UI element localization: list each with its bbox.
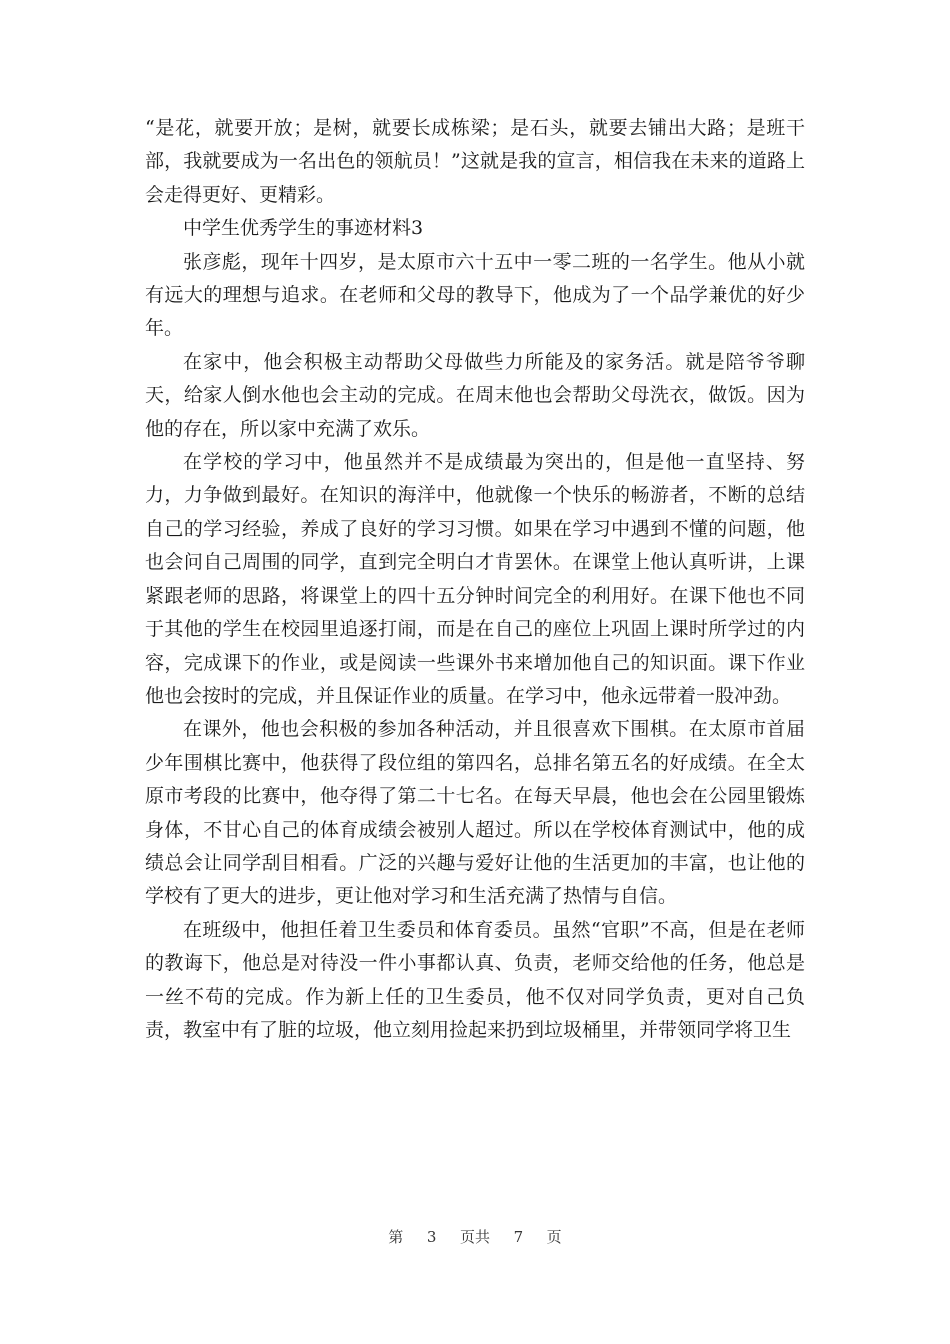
footer-current-page: 3 <box>426 1228 437 1246</box>
footer-middle: 页共 <box>459 1228 490 1246</box>
page-footer <box>0 1226 950 1247</box>
footer-suffix: 页 <box>546 1228 562 1246</box>
section-heading: 中学生优秀学生的事迹材料3 <box>183 217 424 240</box>
paragraph-4: 在家中，他会积极主动帮助父母做些力所能及的家务活。就是陪爷爷聊天，给家人倒水他也会主动的完成。在周末他也会帮助父母洗衣，做饭。因为他的存在，所以家中充满了欢乐。 <box>145 350 805 440</box>
footer-prefix: 第 <box>388 1228 404 1246</box>
paragraph-3: 张彦彪，现年十四岁，是太原市六十五中一零二班的一名学生。他从小就有远大的理想与追求。在老师和父母的教导下，他成为了一个品学兼优的好少年。 <box>145 250 805 340</box>
paragraph-6: 在课外，他也会积极的参加各种活动，并且很喜欢下围棋。在太原市首届少年围棋比赛中，他获得了段位组的第四名，总排名第五名的好成绩。在全太原市考段的比赛中，他夺得了第二十七名。在每天早晨，他也会在公园里锻炼身体，不甘心自己的体育成绩会被别人超过。所以在学校体育测试中，他的成绩总会让同学刮目相看。广泛的兴趣与爱好让他的生活更加的丰富，也让他的学校有了更大的进步，更让他对学习和生活充满了热情与自信。 <box>145 718 805 908</box>
paragraph-1: “是花，就要开放；是树，就要长成栋梁；是石头，就要去铺出大路；是班干部，我就要成为一名出色的领航员！”这就是我的宣言，相信我在未来的道路上会走得更好、更精彩。 <box>145 117 805 206</box>
footer-total-pages: 7 <box>513 1228 524 1246</box>
paragraph-5: 在学校的学习中，他虽然并不是成绩最为突出的，但是他一直坚持、努力，力争做到最好。在知识的海洋中，他就像一个快乐的畅游者，不断的总结自己的学习经验，养成了良好的学习习惯。如果在学习中遇到不懂的问题，他也会问自己周围的同学，直到完全明白才肯罢休。在课堂上他认真听讲，上课紧跟老师的思路，将课堂上的四十五分钟时间完全的利用好。在课下他也不同于其他的学生在校园里追逐打闹，而是在自己的座位上巩固上课时所学过的内容，完成课下的作业，或是阅读一些课外书来增加他自己的知识面。课下作业他也会按时的完成，并且保证作业的质量。在学习中，他永远带着一股冲劲。 <box>145 451 805 707</box>
document-body <box>145 112 805 1047</box>
paragraph-7: 在班级中，他担任着卫生委员和体育委员。虽然“官职”不高，但是在老师的教诲下，他总是对待没一件小事都认真、负责，老师交给他的任务，他总是一丝不苟的完成。作为新上任的卫生委员，他不仅对同学负责，更对自己负责，教室中有了脏的垃圾，他立刻用捡起来扔到垃圾桶里，并带领同学将卫生 <box>145 918 805 1041</box>
